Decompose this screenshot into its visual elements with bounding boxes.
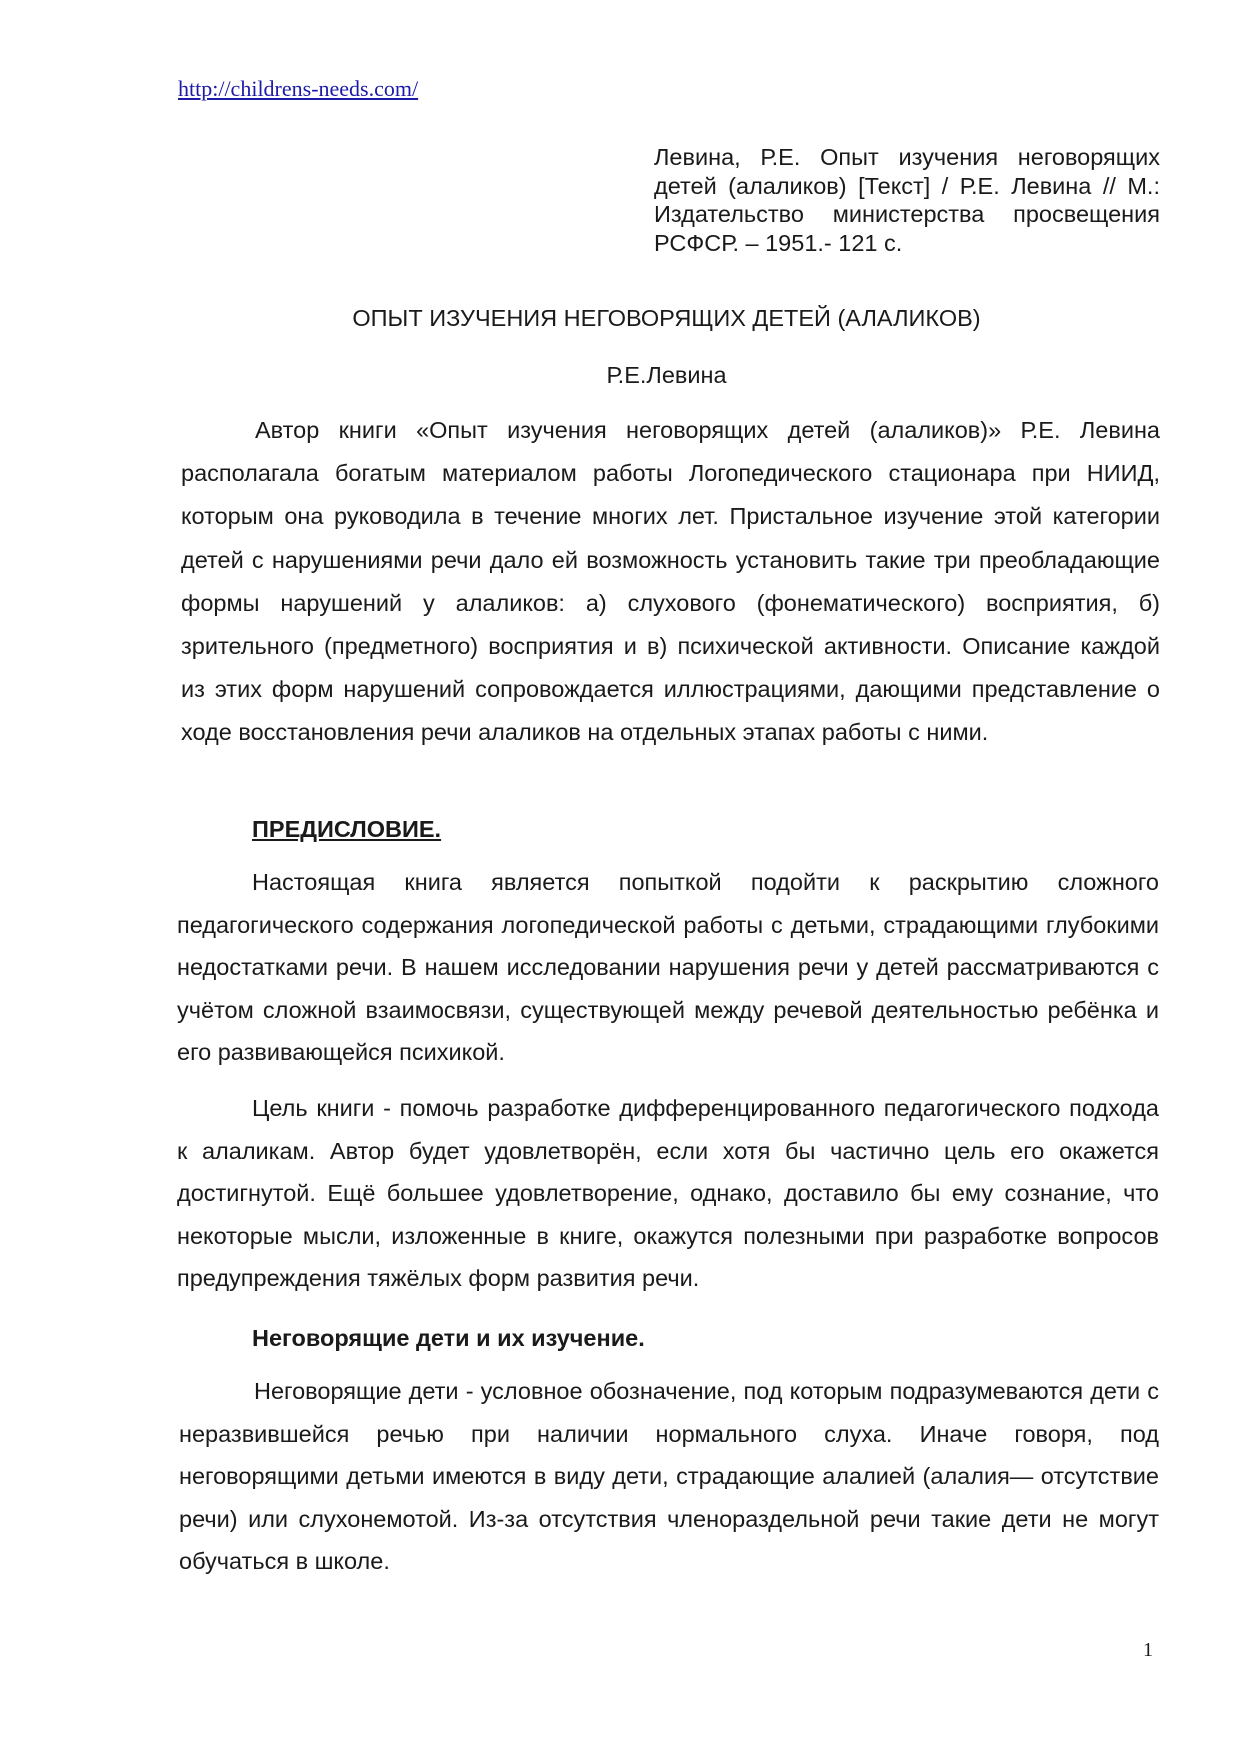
annotation-paragraph: Автор книги «Опыт изучения неговорящих детей (алаликов)» Р.Е. Левина располагала богатым материалом работы Логопедического стационара при НИИД, которым она руководила в течение многих лет. Пристальное изучение этой категории детей с нарушениями речи дало ей возможность установить такие три преобладающие формы нарушений у алаликов: а) слухового (фонематического) восприятия, б) зрительного (предметного) восприятия и в) психической активности. Описание каждой из этих форм нарушений сопровождается иллюстрациями, дающими представление о ходе восстановления речи алаликов на отдельных этапах работы с ними. <box>181 417 1160 746</box>
document-title: ОПЫТ ИЗУЧЕНИЯ НЕГОВОРЯЩИХ ДЕТЕЙ (АЛАЛИКОВ) <box>352 305 981 331</box>
page-number: 1 <box>1143 1639 1153 1661</box>
section-heading: Неговорящие дети и их изучение. <box>252 1325 645 1351</box>
preface-paragraph-2: Цель книги - помочь разработке дифференцированного педагогического подхода к алаликам. Автор будет удовлетворён, если хотя бы частично цель его окажется достигнутой. Ещё большее удовлетворение, однако, доставило бы ему сознание, что некоторые мысли, изложенные в книге, окажутся полезными при разработке вопросов предупреждения тяжёлых форм развития речи. <box>177 1095 1159 1292</box>
section-paragraph: Неговорящие дети - условное обозначение, под которым подразумеваются дети с неразвившейся речью при наличии нормального слуха. Иначе говоря, под неговорящими детьми имеются в виду дети, страдающие алалией (алалия— отсутствие речи) или слухонемотой. Из-за отсутствия членораздельной речи такие дети не могут обучаться в школе. <box>179 1378 1159 1575</box>
preface-heading: ПРЕДИСЛОВИЕ. <box>252 816 442 842</box>
bibliographic-citation: Левина, Р.Е. Опыт изучения неговорящих детей (алаликов) [Текст] / Р.Е. Левина // М.: Издательство министерства просвещения РСФСР. – 1951.- 121 с. <box>654 144 1160 256</box>
author-name: Р.Е.Левина <box>606 362 727 388</box>
preface-paragraph-1: Настоящая книга является попыткой подойти к раскрытию сложного педагогического содержания логопедической работы с детьми, страдающими глубокими недостатками речи. В нашем исследовании нарушения речи у детей рассматриваются с учётом сложной взаимосвязи, существующей между речевой деятельностью ребёнка и его развивающейся психикой. <box>177 869 1159 1066</box>
source-link[interactable]: http://childrens-needs.com/ <box>178 76 419 101</box>
